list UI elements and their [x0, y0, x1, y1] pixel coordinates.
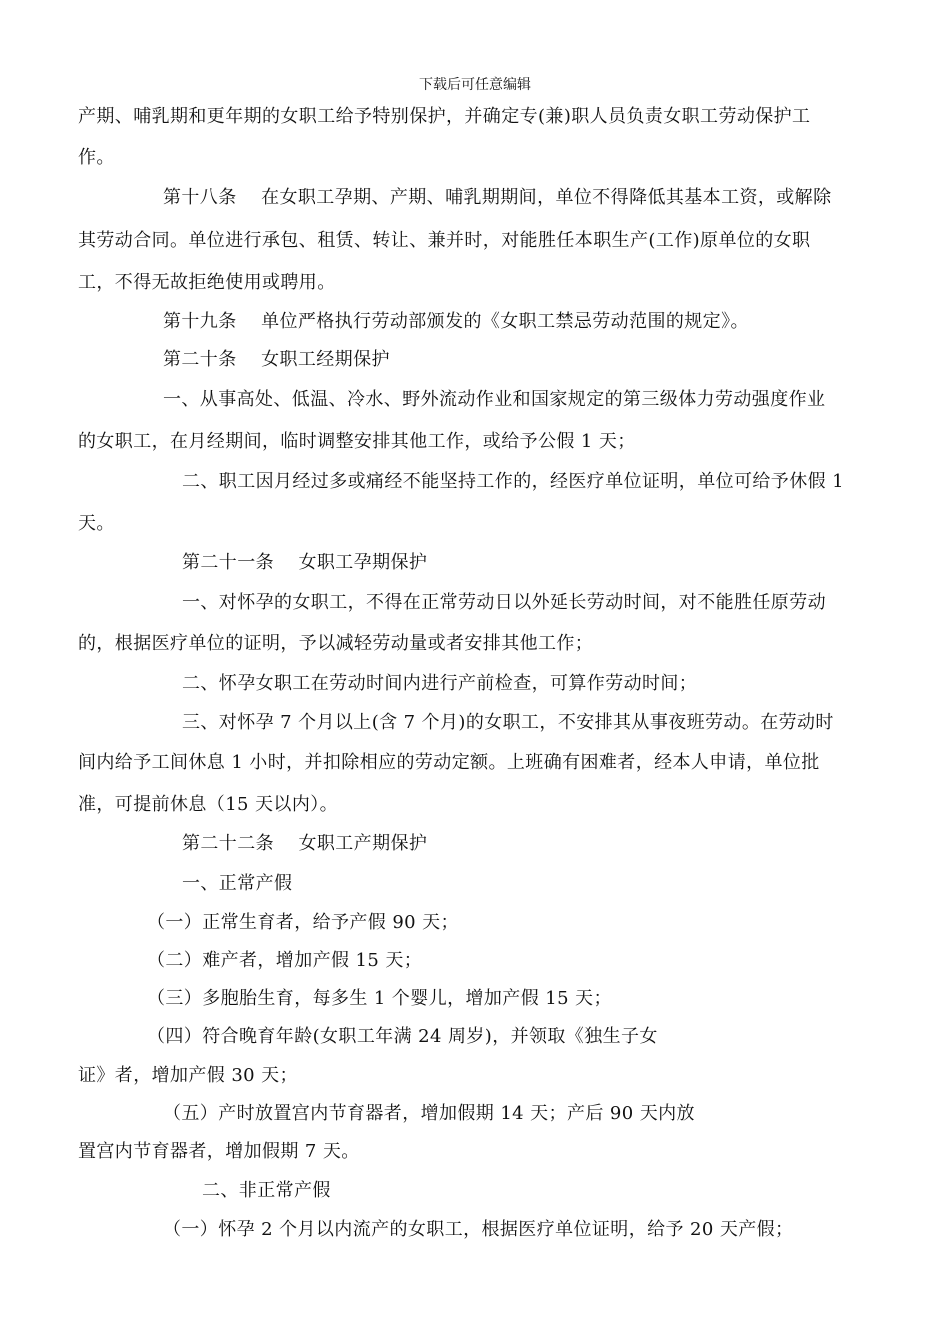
normal-leave-item-3: （三）多胞胎生育，每多生 1 个婴儿，增加产假 15 天； — [147, 988, 612, 1009]
article-22-heading: 第二十二条 女职工产期保护 — [182, 833, 428, 854]
article-20-item-2-line-2: 天。 — [78, 513, 115, 534]
article-20-item-1-line-1: 一、从事高处、低温、冷水、野外流动作业和国家规定的第三级体力劳动强度作业 — [163, 389, 826, 410]
article-20-item-2-line-1: 二、职工因月经过多或痛经不能坚持工作的，经医疗单位证明，单位可给予休假 1 — [182, 471, 844, 492]
normal-leave-item-2: （二）难产者，增加产假 15 天； — [147, 950, 423, 971]
article-19: 第十九条 单位严格执行劳动部颁发的《女职工禁忌劳动范围的规定》。 — [163, 311, 749, 332]
normal-leave-item-5-line-2: 置宫内节育器者，增加假期 7 天。 — [78, 1141, 360, 1162]
article-18-line-2: 其劳动合同。单位进行承包、租赁、转让、兼并时，对能胜任本职生产(工作)原单位的女职 — [78, 230, 811, 251]
normal-leave-heading: 一、正常产假 — [182, 873, 293, 894]
normal-leave-item-1: （一）正常生育者，给予产假 90 天； — [147, 912, 459, 933]
article-18-line-3: 工，不得无故拒绝使用或聘用。 — [78, 272, 336, 293]
page-header: 下载后可任意编辑 — [419, 77, 531, 93]
normal-leave-item-4-line-1: （四）符合晚育年龄(女职工年满 24 周岁)，并领取《独生子女 — [147, 1026, 658, 1047]
article-21-item-1-line-2: 的，根据医疗单位的证明，予以减轻劳动量或者安排其他工作； — [78, 633, 594, 654]
text-line-2: 作。 — [78, 147, 115, 168]
article-21-item-1-line-1: 一、对怀孕的女职工，不得在正常劳动日以外延长劳动时间，对不能胜任原劳动 — [182, 592, 826, 613]
abnormal-leave-heading: 二、非正常产假 — [202, 1180, 331, 1201]
article-18-line-1: 第十八条 在女职工孕期、产期、哺乳期期间，单位不得降低其基本工资，或解除 — [163, 187, 832, 208]
article-20-item-1-line-2: 的女职工，在月经期间，临时调整安排其他工作，或给予公假 1 天； — [78, 431, 636, 452]
text-line-1: 产期、哺乳期和更年期的女职工给予特别保护，并确定专(兼)职人员负责女职工劳动保护工 — [78, 106, 811, 127]
article-21-item-2: 二、怀孕女职工在劳动时间内进行产前检查，可算作劳动时间； — [182, 673, 698, 694]
article-21-item-3-line-3: 准，可提前休息（15 天以内）。 — [78, 794, 339, 815]
article-21-heading: 第二十一条 女职工孕期保护 — [182, 552, 428, 573]
article-20-heading: 第二十条 女职工经期保护 — [163, 349, 390, 370]
article-21-item-3-line-2: 间内给予工间休息 1 小时，并扣除相应的劳动定额。上班确有困难者，经本人申请，单位批 — [78, 752, 820, 773]
article-21-item-3-line-1: 三、对怀孕 7 个月以上(含 7 个月)的女职工，不安排其从事夜班劳动。在劳动时 — [182, 712, 834, 733]
normal-leave-item-5-line-1: （五）产时放置宫内节育器者，增加假期 14 天；产后 90 天内放 — [163, 1103, 695, 1124]
normal-leave-item-4-line-2: 证》者，增加产假 30 天； — [78, 1065, 298, 1086]
abnormal-leave-item-1: （一）怀孕 2 个月以内流产的女职工，根据医疗单位证明，给予 20 天产假； — [163, 1219, 794, 1240]
